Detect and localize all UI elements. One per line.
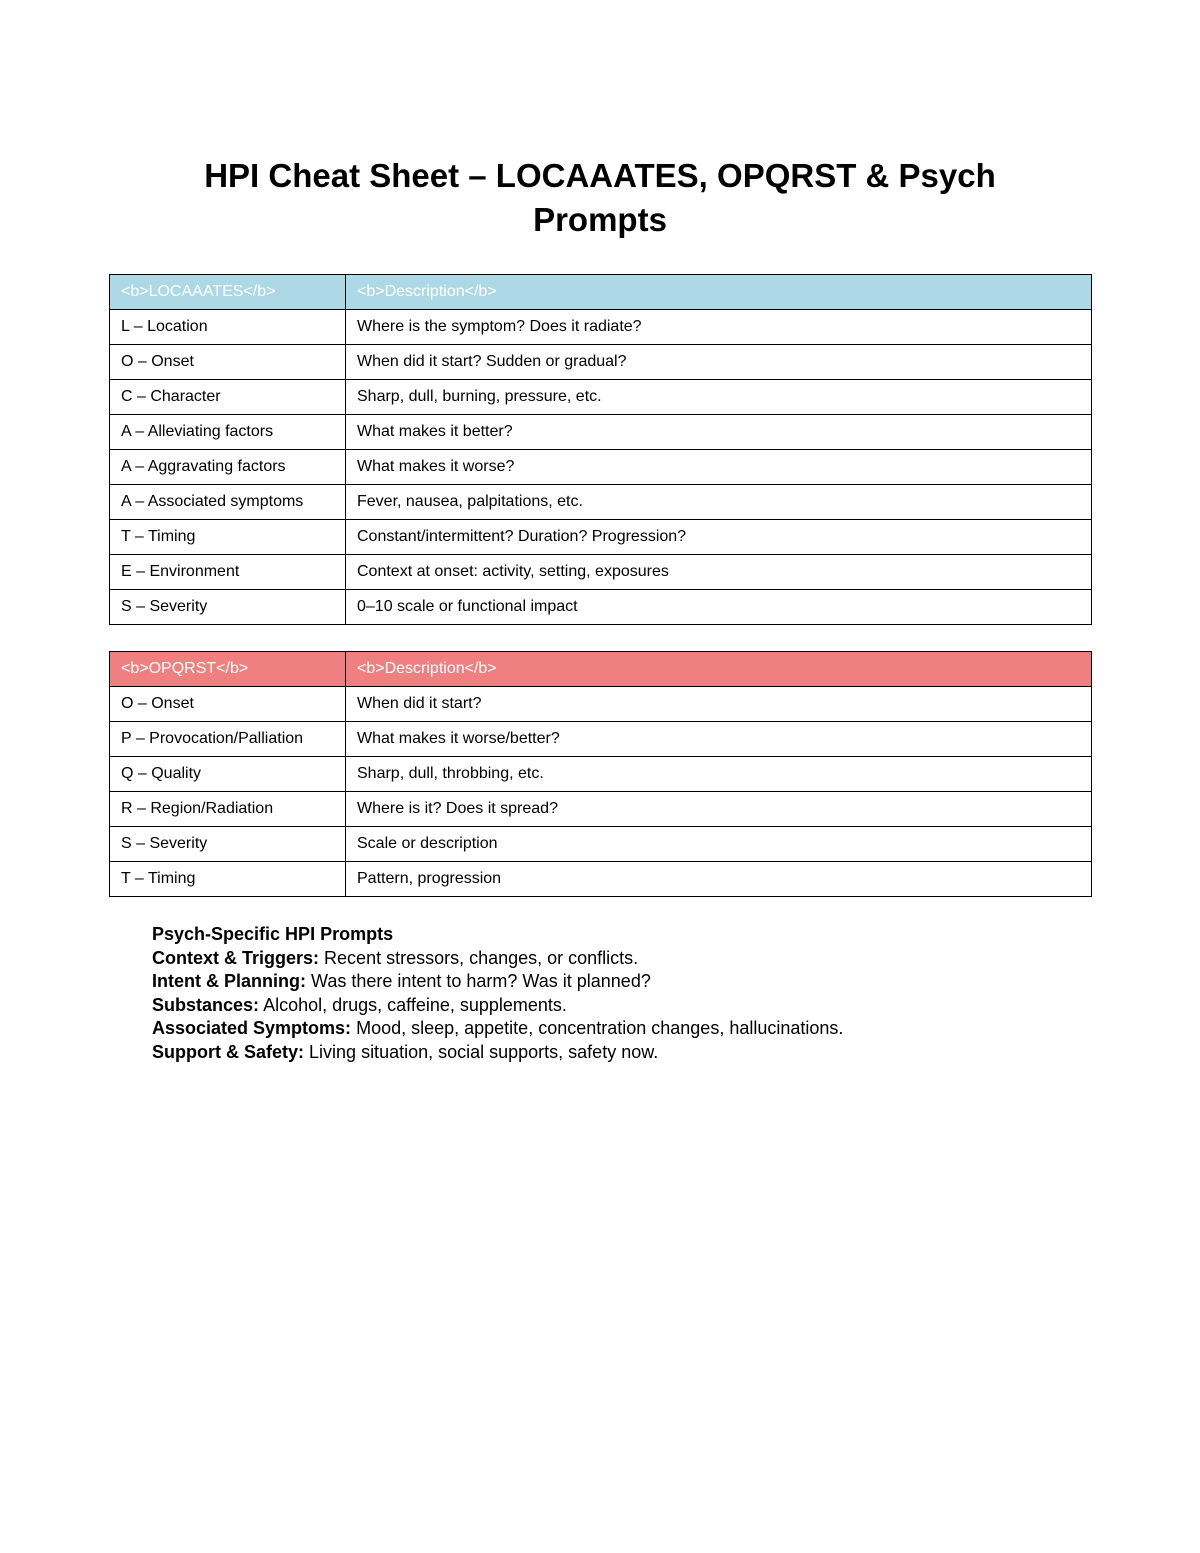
psych-item-label: Support & Safety: xyxy=(152,1041,305,1062)
psych-item-text: Living situation, social supports, safety now. xyxy=(309,1041,659,1062)
description-cell: Where is it? Does it spread? xyxy=(346,792,1092,827)
table-row xyxy=(110,862,1092,897)
description-cell: What makes it better? xyxy=(346,415,1092,450)
table-header-row xyxy=(110,652,1092,687)
description-cell: 0–10 scale or functional impact xyxy=(346,590,1092,625)
description-cell: Where is the symptom? Does it radiate? xyxy=(346,310,1092,345)
description-cell: Scale or description xyxy=(346,827,1092,862)
description-cell: Fever, nausea, palpitations, etc. xyxy=(346,485,1092,520)
psych-item-text: Was there intent to harm? Was it planned? xyxy=(311,971,651,992)
psych-item-text: Recent stressors, changes, or conflicts. xyxy=(324,947,639,968)
mnemonic-cell: Q – Quality xyxy=(110,757,346,792)
mnemonic-cell: A – Associated symptoms xyxy=(110,485,346,520)
psych-item-label: Intent & Planning: xyxy=(152,971,306,992)
table-row xyxy=(110,687,1092,722)
description-cell: When did it start? Sudden or gradual? xyxy=(346,345,1092,380)
column-header: <b>Description</b> xyxy=(346,652,1092,687)
mnemonic-cell: T – Timing xyxy=(110,520,346,555)
table-row xyxy=(110,380,1092,415)
table-header-row xyxy=(110,275,1092,310)
mnemonic-cell: L – Location xyxy=(110,310,346,345)
mnemonic-cell: E – Environment xyxy=(110,555,346,590)
mnemonic-cell: O – Onset xyxy=(110,687,346,722)
page-title: HPI Cheat Sheet – LOCAAATES, OPQRST & Psych Prompts xyxy=(204,157,996,238)
table-row xyxy=(110,310,1092,345)
description-cell: When did it start? xyxy=(346,687,1092,722)
locaaates-table xyxy=(109,274,1092,625)
table-row xyxy=(110,345,1092,380)
description-cell: Sharp, dull, throbbing, etc. xyxy=(346,757,1092,792)
column-header: <b>LOCAAATES</b> xyxy=(110,275,346,310)
column-header: <b>OPQRST</b> xyxy=(110,652,346,687)
mnemonic-cell: O – Onset xyxy=(110,345,346,380)
mnemonic-cell: A – Alleviating factors xyxy=(110,415,346,450)
mnemonic-cell: P – Provocation/Palliation xyxy=(110,722,346,757)
mnemonic-cell: A – Aggravating factors xyxy=(110,450,346,485)
mnemonic-cell: T – Timing xyxy=(110,862,346,897)
mnemonic-cell: C – Character xyxy=(110,380,346,415)
mnemonic-cell: R – Region/Radiation xyxy=(110,792,346,827)
psych-heading: Psych-Specific HPI Prompts xyxy=(152,924,394,944)
table-row xyxy=(110,485,1092,520)
description-cell: Sharp, dull, burning, pressure, etc. xyxy=(346,380,1092,415)
psych-prompts-section xyxy=(152,923,843,1065)
description-cell: Context at onset: activity, setting, exposures xyxy=(346,555,1092,590)
psych-item xyxy=(152,947,843,971)
table-row xyxy=(110,590,1092,625)
psych-item xyxy=(152,994,843,1018)
psych-item-label: Context & Triggers: xyxy=(152,947,320,968)
psych-item xyxy=(152,1017,843,1041)
table-row xyxy=(110,415,1092,450)
table-row xyxy=(110,722,1092,757)
column-header: <b>Description</b> xyxy=(346,275,1092,310)
description-cell: What makes it worse/better? xyxy=(346,722,1092,757)
table-row xyxy=(110,792,1092,827)
psych-item-label: Substances: xyxy=(152,994,260,1015)
table-row xyxy=(110,757,1092,792)
mnemonic-cell: S – Severity xyxy=(110,590,346,625)
mnemonic-cell: S – Severity xyxy=(110,827,346,862)
description-cell: Constant/intermittent? Duration? Progression? xyxy=(346,520,1092,555)
table-row xyxy=(110,450,1092,485)
table-row xyxy=(110,555,1092,590)
table-row xyxy=(110,520,1092,555)
opqrst-table xyxy=(109,651,1092,897)
description-cell: Pattern, progression xyxy=(346,862,1092,897)
psych-item xyxy=(152,970,843,994)
psych-item xyxy=(152,1041,843,1065)
table-row xyxy=(110,827,1092,862)
psych-item-text: Alcohol, drugs, caffeine, supplements. xyxy=(263,994,567,1015)
psych-item-label: Associated Symptoms: xyxy=(152,1018,352,1039)
description-cell: What makes it worse? xyxy=(346,450,1092,485)
psych-item-text: Mood, sleep, appetite, concentration changes, hallucinations. xyxy=(356,1018,844,1039)
